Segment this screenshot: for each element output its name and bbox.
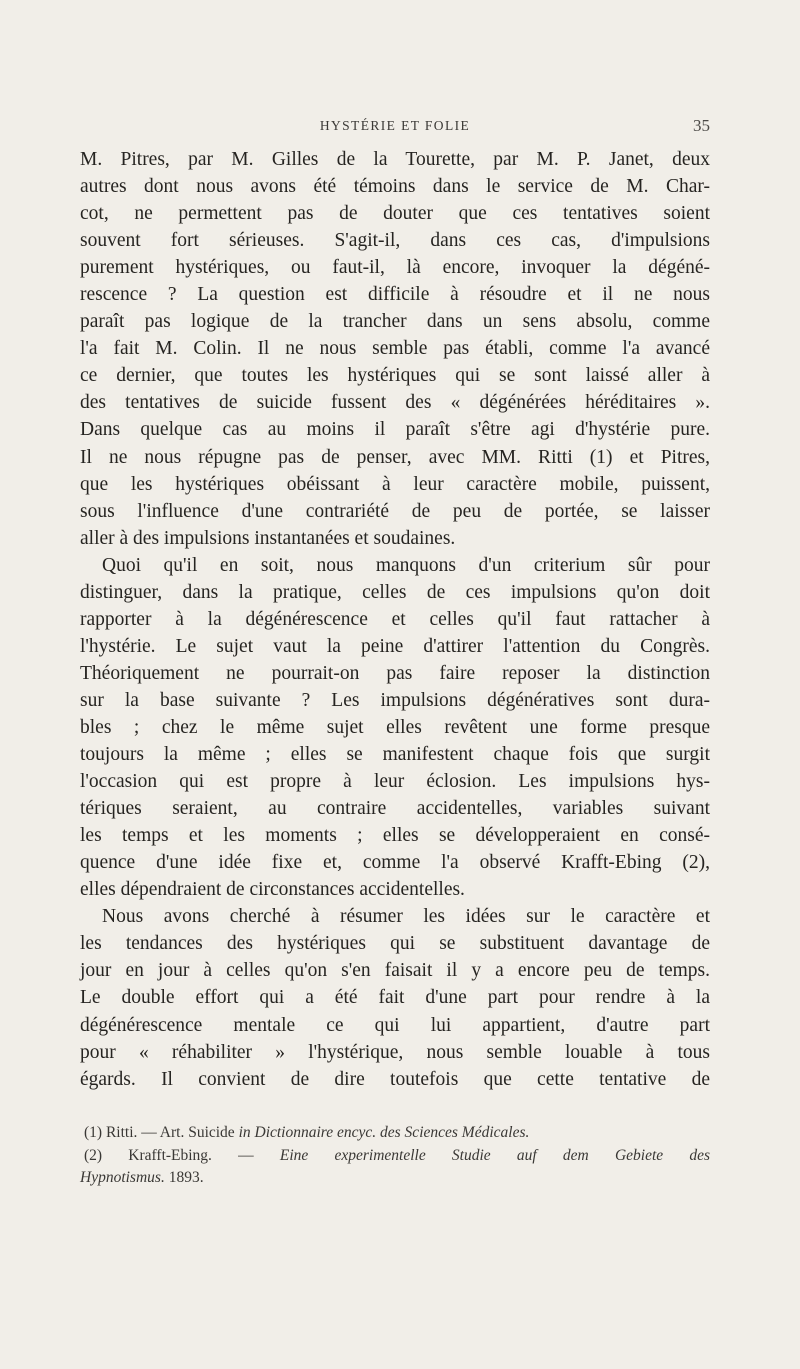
text-line: les tendances des hystériques qui se substituent davantage de xyxy=(80,933,710,955)
text-line: autres dont nous avons été témoins dans le service de M. Char- xyxy=(80,176,710,198)
footnote-1-ref: (1) Ritti. — Art. Suicide xyxy=(84,1124,235,1141)
text-line: Il ne nous répugne pas de penser, avec MM. Ritti (1) et Pitres, xyxy=(80,446,710,468)
text-line: tériques seraient, au contraire accidentelles, variables suivant xyxy=(80,798,710,820)
text-line: quence d'une idée fixe et, comme l'a observé Krafft-Ebing (2), xyxy=(80,852,710,874)
text-line: l'a fait M. Colin. Il ne nous semble pas établi, comme l'a avancé xyxy=(80,338,710,360)
footnote-1 xyxy=(80,1122,710,1145)
text-line: rapporter à la dégénérescence et celles qu'il faut rattacher à xyxy=(80,608,710,630)
footnotes xyxy=(80,1122,710,1190)
footnote-1-title: in Dictionnaire encyc. des Sciences Médicales. xyxy=(238,1124,530,1141)
text-line: Nous avons cherché à résumer les idées sur le caractère et xyxy=(102,906,710,928)
text-line: dégénérescence mentale ce qui lui appartient, d'autre part xyxy=(80,1014,710,1036)
text-line: Théoriquement ne pourrait-on pas faire reposer la distinction xyxy=(80,662,710,684)
text-line: les temps et les moments ; elles se développeraient en consé- xyxy=(80,825,710,847)
text-line: distinguer, dans la pratique, celles de ces impulsions qu'on doit xyxy=(80,581,710,603)
text-line: cot, ne permettent pas de douter que ces tentatives soient xyxy=(80,203,710,225)
text-line: l'occasion qui est propre à leur éclosion. Les impulsions hys- xyxy=(80,771,710,793)
text-line: aller à des impulsions instantanées et soudaines. xyxy=(80,527,456,549)
text-line: Dans quelque cas au moins il paraît s'être agi d'hystérie pure. xyxy=(80,419,710,441)
text-line: Le double effort qui a été fait d'une part pour rendre à la xyxy=(80,987,710,1009)
text-line: M. Pitres, par M. Gilles de la Tourette, par M. P. Janet, deux xyxy=(80,149,710,170)
footnote-2-ref: (2) Krafft-Ebing. — xyxy=(84,1146,254,1164)
footnote-2 xyxy=(80,1145,710,1168)
text-line: que les hystériques obéissant à leur caractère mobile, puissent, xyxy=(80,473,710,495)
text-line: Quoi qu'il en soit, nous manquons d'un criterium sûr pour xyxy=(102,554,710,576)
text-line: purement hystériques, ou faut-il, là encore, invoquer la dégéné- xyxy=(80,257,710,279)
footnote-2-title-end: Hypnotismus. xyxy=(80,1169,165,1186)
text-line: égards. Il convient de dire toutefois que cette tentative de xyxy=(80,1068,710,1090)
text-line: jour en jour à celles qu'on s'en faisait il y a encore peu de temps. xyxy=(80,960,710,982)
footnote-2-title: Eine experimentelle Studie auf dem Gebiete des xyxy=(279,1146,711,1164)
footnote-2-continued xyxy=(80,1167,710,1190)
text-line: pour « réhabiliter » l'hystérique, nous semble louable à tous xyxy=(80,1041,710,1063)
text-line: sur la base suivante ? Les impulsions dégénératives sont dura- xyxy=(80,689,710,711)
body-text xyxy=(80,146,710,1093)
page-number: 35 xyxy=(693,116,710,135)
text-line: ce dernier, que toutes les hystériques qui se sont laissé aller à xyxy=(80,365,710,387)
text-line: l'hystérie. Le sujet vaut la peine d'attirer l'attention du Congrès. xyxy=(80,635,710,657)
text-line: souvent fort sérieuses. S'agit-il, dans ces cas, d'impulsions xyxy=(80,230,710,252)
running-head xyxy=(80,118,710,140)
text-line: elles dépendraient de circonstances accidentelles. xyxy=(80,879,465,901)
text-line: rescence ? La question est difficile à résoudre et il ne nous xyxy=(80,284,710,306)
footnote-2-year: 1893. xyxy=(168,1169,204,1186)
text-line: toujours la même ; elles se manifestent chaque fois que surgit xyxy=(80,744,710,766)
text-line: bles ; chez le même sujet elles revêtent une forme presque xyxy=(80,716,710,738)
text-line: des tentatives de suicide fussent des « dégénérées héréditaires ». xyxy=(80,392,710,414)
text-line: paraît pas logique de la trancher dans un sens absolu, comme xyxy=(80,311,710,333)
text-line: sous l'influence d'une contrariété de peu de portée, se laisser xyxy=(80,500,710,522)
running-title: HYSTÉRIE ET FOLIE xyxy=(319,118,471,133)
